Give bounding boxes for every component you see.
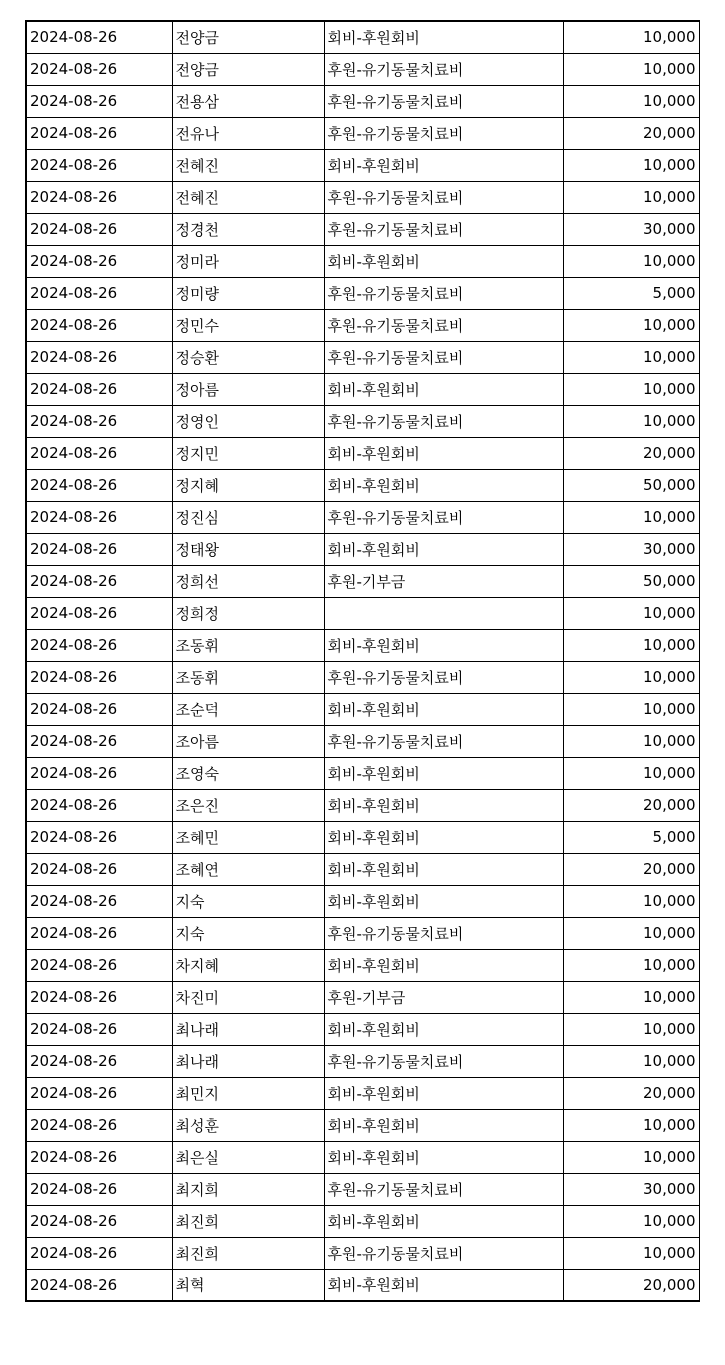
cell-date: 2024-08-26 [26,1045,172,1077]
cell-type: 회비-후원회비 [324,789,563,821]
cell-name: 조순덕 [172,693,324,725]
cell-amount: 10,000 [563,85,699,117]
table-row [26,789,699,821]
cell-date: 2024-08-26 [26,981,172,1013]
cell-name: 전유나 [172,117,324,149]
cell-type: 회비-후원회비 [324,533,563,565]
cell-name: 최은실 [172,1141,324,1173]
cell-amount: 30,000 [563,1173,699,1205]
cell-amount: 10,000 [563,629,699,661]
cell-name: 정승환 [172,341,324,373]
cell-type: 후원-기부금 [324,981,563,1013]
table-row [26,373,699,405]
cell-amount: 10,000 [563,757,699,789]
cell-type: 후원-유기동물치료비 [324,341,563,373]
cell-name: 정영인 [172,405,324,437]
cell-date: 2024-08-26 [26,757,172,789]
cell-date: 2024-08-26 [26,1013,172,1045]
cell-amount: 10,000 [563,949,699,981]
cell-type: 후원-유기동물치료비 [324,1237,563,1269]
table-row [26,1109,699,1141]
cell-type: 후원-유기동물치료비 [324,277,563,309]
cell-date: 2024-08-26 [26,181,172,213]
table-row [26,981,699,1013]
cell-type: 회비-후원회비 [324,437,563,469]
table-row [26,53,699,85]
cell-date: 2024-08-26 [26,21,172,53]
cell-name: 정지혜 [172,469,324,501]
cell-name: 정지민 [172,437,324,469]
cell-amount: 20,000 [563,117,699,149]
cell-name: 정미라 [172,245,324,277]
table-row [26,1013,699,1045]
cell-name: 조영숙 [172,757,324,789]
cell-date: 2024-08-26 [26,1237,172,1269]
cell-date: 2024-08-26 [26,213,172,245]
cell-type: 후원-유기동물치료비 [324,213,563,245]
table-row [26,437,699,469]
cell-date: 2024-08-26 [26,373,172,405]
cell-date: 2024-08-26 [26,949,172,981]
cell-amount: 10,000 [563,661,699,693]
cell-amount: 30,000 [563,533,699,565]
cell-amount: 10,000 [563,21,699,53]
cell-amount: 10,000 [563,1237,699,1269]
cell-amount: 10,000 [563,597,699,629]
table-row [26,885,699,917]
cell-date: 2024-08-26 [26,437,172,469]
cell-name: 조혜연 [172,853,324,885]
table-row [26,181,699,213]
cell-amount: 10,000 [563,341,699,373]
cell-amount: 20,000 [563,1077,699,1109]
table-row [26,853,699,885]
cell-type: 회비-후원회비 [324,1141,563,1173]
cell-date: 2024-08-26 [26,1173,172,1205]
cell-type: 회비-후원회비 [324,629,563,661]
cell-amount: 50,000 [563,565,699,597]
cell-type: 회비-후원회비 [324,821,563,853]
cell-type: 회비-후원회비 [324,1013,563,1045]
cell-name: 조은진 [172,789,324,821]
cell-date: 2024-08-26 [26,1077,172,1109]
cell-amount: 5,000 [563,277,699,309]
cell-name: 최진희 [172,1237,324,1269]
cell-date: 2024-08-26 [26,309,172,341]
cell-amount: 10,000 [563,1141,699,1173]
cell-type: 후원-기부금 [324,565,563,597]
cell-amount: 30,000 [563,213,699,245]
cell-amount: 10,000 [563,1205,699,1237]
cell-name: 정희선 [172,565,324,597]
cell-type: 후원-유기동물치료비 [324,117,563,149]
cell-name: 지숙 [172,885,324,917]
cell-name: 정아름 [172,373,324,405]
cell-amount: 10,000 [563,373,699,405]
cell-date: 2024-08-26 [26,565,172,597]
cell-type: 회비-후원회비 [324,1077,563,1109]
cell-type: 후원-유기동물치료비 [324,85,563,117]
cell-date: 2024-08-26 [26,789,172,821]
table-row [26,501,699,533]
cell-type: 회비-후원회비 [324,1109,563,1141]
cell-amount: 10,000 [563,917,699,949]
cell-amount: 10,000 [563,1045,699,1077]
cell-name: 최혁 [172,1269,324,1301]
cell-amount: 20,000 [563,789,699,821]
cell-type: 회비-후원회비 [324,469,563,501]
cell-name: 전용삼 [172,85,324,117]
cell-name: 정희정 [172,597,324,629]
table-row [26,85,699,117]
cell-name: 최성훈 [172,1109,324,1141]
cell-type: 회비-후원회비 [324,1269,563,1301]
cell-date: 2024-08-26 [26,85,172,117]
table-row [26,533,699,565]
cell-type: 회비-후원회비 [324,757,563,789]
cell-date: 2024-08-26 [26,501,172,533]
cell-name: 최나래 [172,1013,324,1045]
cell-name: 조혜민 [172,821,324,853]
cell-name: 지숙 [172,917,324,949]
cell-type: 회비-후원회비 [324,949,563,981]
cell-type: 회비-후원회비 [324,149,563,181]
cell-date: 2024-08-26 [26,149,172,181]
cell-name: 전혜진 [172,181,324,213]
cell-date: 2024-08-26 [26,725,172,757]
cell-type: 후원-유기동물치료비 [324,1045,563,1077]
table-row [26,757,699,789]
cell-amount: 10,000 [563,1109,699,1141]
cell-name: 차지혜 [172,949,324,981]
cell-date: 2024-08-26 [26,245,172,277]
cell-type: 회비-후원회비 [324,885,563,917]
cell-type: 후원-유기동물치료비 [324,309,563,341]
cell-date: 2024-08-26 [26,469,172,501]
cell-type: 후원-유기동물치료비 [324,661,563,693]
cell-date: 2024-08-26 [26,277,172,309]
table-row [26,117,699,149]
cell-name: 조아름 [172,725,324,757]
table-row [26,469,699,501]
cell-amount: 10,000 [563,693,699,725]
table-row [26,917,699,949]
cell-amount: 10,000 [563,181,699,213]
cell-amount: 20,000 [563,853,699,885]
cell-type: 후원-유기동물치료비 [324,917,563,949]
cell-type: 회비-후원회비 [324,853,563,885]
table-row [26,1141,699,1173]
cell-date: 2024-08-26 [26,533,172,565]
table-row [26,821,699,853]
table-row [26,309,699,341]
cell-amount: 50,000 [563,469,699,501]
table-row [26,661,699,693]
donation-table [25,20,700,1302]
cell-name: 최민지 [172,1077,324,1109]
table-row [26,949,699,981]
cell-name: 조동휘 [172,661,324,693]
cell-name: 최나래 [172,1045,324,1077]
cell-type: 회비-후원회비 [324,373,563,405]
cell-date: 2024-08-26 [26,1205,172,1237]
cell-type [324,597,563,629]
cell-amount: 10,000 [563,245,699,277]
cell-amount: 10,000 [563,309,699,341]
cell-amount: 20,000 [563,1269,699,1301]
cell-name: 최지희 [172,1173,324,1205]
table-row [26,1173,699,1205]
cell-date: 2024-08-26 [26,821,172,853]
table-row [26,149,699,181]
cell-amount: 5,000 [563,821,699,853]
cell-amount: 10,000 [563,53,699,85]
table-row [26,693,699,725]
cell-amount: 10,000 [563,885,699,917]
cell-type: 회비-후원회비 [324,1205,563,1237]
cell-amount: 10,000 [563,149,699,181]
table-row [26,21,699,53]
cell-date: 2024-08-26 [26,661,172,693]
cell-amount: 10,000 [563,501,699,533]
cell-date: 2024-08-26 [26,629,172,661]
cell-amount: 10,000 [563,981,699,1013]
cell-name: 정미량 [172,277,324,309]
cell-date: 2024-08-26 [26,597,172,629]
cell-type: 후원-유기동물치료비 [324,1173,563,1205]
cell-name: 전양금 [172,53,324,85]
cell-type: 회비-후원회비 [324,693,563,725]
cell-name: 정민수 [172,309,324,341]
cell-date: 2024-08-26 [26,1109,172,1141]
cell-date: 2024-08-26 [26,405,172,437]
cell-amount: 10,000 [563,405,699,437]
cell-name: 최진희 [172,1205,324,1237]
cell-type: 후원-유기동물치료비 [324,501,563,533]
cell-name: 정태왕 [172,533,324,565]
cell-name: 전혜진 [172,149,324,181]
cell-date: 2024-08-26 [26,885,172,917]
table-row [26,1045,699,1077]
cell-type: 후원-유기동물치료비 [324,405,563,437]
cell-date: 2024-08-26 [26,693,172,725]
cell-name: 전양금 [172,21,324,53]
table-row [26,277,699,309]
cell-date: 2024-08-26 [26,1269,172,1301]
cell-name: 정경천 [172,213,324,245]
cell-date: 2024-08-26 [26,1141,172,1173]
table-row [26,245,699,277]
cell-amount: 10,000 [563,725,699,757]
cell-date: 2024-08-26 [26,117,172,149]
table-row [26,1077,699,1109]
table-row [26,405,699,437]
cell-name: 정진심 [172,501,324,533]
cell-name: 차진미 [172,981,324,1013]
table-row [26,629,699,661]
cell-type: 후원-유기동물치료비 [324,181,563,213]
table-body [26,21,699,1301]
cell-amount: 10,000 [563,1013,699,1045]
table-row [26,341,699,373]
table-row [26,1269,699,1301]
cell-type: 회비-후원회비 [324,21,563,53]
cell-name: 조동휘 [172,629,324,661]
table-row [26,1237,699,1269]
table-row [26,1205,699,1237]
cell-amount: 20,000 [563,437,699,469]
cell-type: 후원-유기동물치료비 [324,53,563,85]
table-row [26,213,699,245]
table-row [26,597,699,629]
cell-date: 2024-08-26 [26,853,172,885]
cell-date: 2024-08-26 [26,53,172,85]
table-row [26,565,699,597]
table-row [26,725,699,757]
cell-date: 2024-08-26 [26,341,172,373]
cell-type: 회비-후원회비 [324,245,563,277]
cell-date: 2024-08-26 [26,917,172,949]
cell-type: 후원-유기동물치료비 [324,725,563,757]
